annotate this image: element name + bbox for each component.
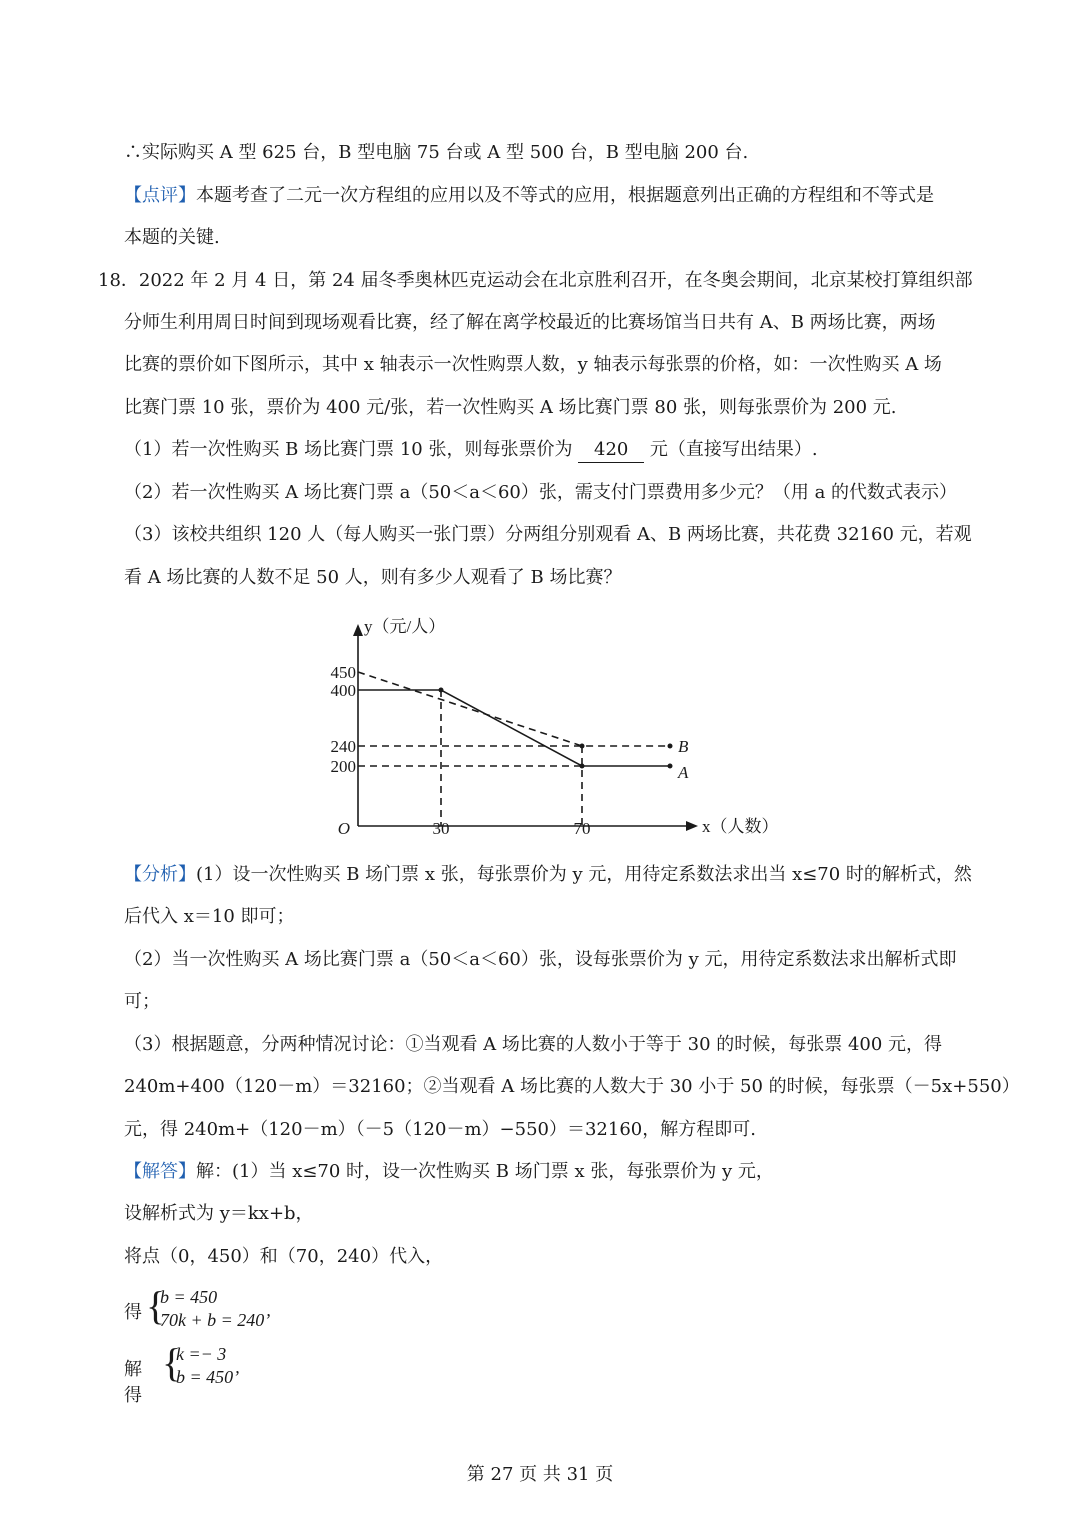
point-B bbox=[580, 744, 585, 749]
question-18-line bbox=[98, 269, 973, 293]
subquestion-2: （2）若一次性购买 A 场比赛门票 a（50＜a＜60）张，需支付门票费用多少元？（用 a 的代数式表示） bbox=[124, 482, 958, 503]
subquestion-3: （3）该校共组织 120 人（每人购买一张门票）分两组分别观看 A、B 两场比赛，共花费 32160 元，若观 bbox=[124, 524, 972, 545]
subquestion-3-cont: 看 A 场比赛的人数不足 50 人，则有多少人观看了 B 场比赛？ bbox=[124, 567, 622, 588]
x-tick-label: 30 bbox=[432, 819, 450, 838]
series-label-A: A bbox=[678, 763, 689, 782]
point-A bbox=[580, 764, 585, 769]
equation-row: 70k + b = 240’ bbox=[160, 1310, 271, 1330]
subquestion-text: 元（直接写出结果）. bbox=[644, 439, 818, 460]
series-A bbox=[358, 690, 670, 766]
y-tick-label: 450 bbox=[330, 663, 356, 682]
brace: { bbox=[162, 1340, 182, 1385]
answer-blank: 420 bbox=[578, 438, 644, 463]
origin-label: O bbox=[337, 819, 350, 838]
analysis-tag: 【分析】 bbox=[124, 864, 196, 885]
question-line: 分师生利用周日时间到现场观看比赛，经了解在离学校最近的比赛场馆当日共有 A、B 两场比赛，两场 bbox=[124, 312, 936, 333]
conclusion-line: ∴实际购买 A 型 625 台，B 型电脑 75 台或 A 型 500 台，B 型电脑 200 台. bbox=[124, 142, 749, 163]
point-B bbox=[668, 744, 673, 749]
point-A bbox=[439, 688, 444, 693]
series-B bbox=[358, 672, 670, 746]
x-axis-label: x（人数） bbox=[702, 817, 779, 836]
y-tick-label: 200 bbox=[330, 757, 356, 776]
analysis-line: 后代入 x＝10 即可； bbox=[124, 906, 295, 927]
analysis-line: 可； bbox=[124, 991, 160, 1012]
analysis-line bbox=[124, 863, 972, 887]
comment-tag: 【点评】 bbox=[124, 185, 196, 206]
brace: { bbox=[146, 1283, 166, 1328]
y-tick-label: 240 bbox=[330, 737, 356, 756]
y-axis-label: y（元/人） bbox=[364, 617, 446, 636]
answer-line bbox=[124, 1160, 774, 1184]
equation-label: 解得 bbox=[124, 1359, 142, 1406]
analysis-line: （3）根据题意，分两种情况讨论：①当观看 A 场比赛的人数小于等于 30 的时候，每张票 400 元，得 bbox=[124, 1034, 943, 1055]
answer-tag: 【解答】 bbox=[124, 1161, 196, 1182]
equation-row: b = 450 bbox=[160, 1287, 218, 1307]
subquestion-1 bbox=[124, 438, 818, 463]
answer-line: 设解析式为 y＝kx+b， bbox=[124, 1203, 314, 1224]
analysis-text: (1）设一次性购买 B 场门票 x 张，每张票价为 y 元，用待定系数法求出当 x≤70 时的解析式，然 bbox=[196, 864, 972, 885]
y-axis-arrow bbox=[353, 624, 363, 636]
comment-line-2: 本题的关键. bbox=[124, 227, 220, 248]
y-tick-label: 400 bbox=[330, 681, 356, 700]
point-A bbox=[668, 764, 673, 769]
question-text: 2022 年 2 月 4 日，第 24 届冬季奥林匹克运动会在北京胜利召开，在冬奥会期间，北京某校打算组织部 bbox=[138, 270, 973, 291]
comment-text: 本题考查了二元一次方程组的应用以及不等式的应用，根据题意列出正确的方程组和不等式是 bbox=[196, 185, 934, 206]
analysis-line: 元，得 240m+（120－m）（－5（120－m）−550）＝32160，解方程即可. bbox=[124, 1119, 756, 1140]
comment-line bbox=[124, 184, 934, 208]
analysis-line: 240m+400（120－m）＝32160；②当观看 A 场比赛的人数大于 30 小于 50 的时候，每张票（－5x+550） bbox=[124, 1076, 1020, 1097]
page-footer: 第 27 页 共 31 页 bbox=[466, 1464, 614, 1485]
x-tick-label: 70 bbox=[573, 819, 591, 838]
analysis-line: （2）当一次性购买 A 场比赛门票 a（50＜a＜60）张，设每张票价为 y 元，用待定系数法求出解析式即 bbox=[124, 949, 957, 970]
equation-row: k =− 3 bbox=[176, 1344, 227, 1364]
ticket-price-chart bbox=[300, 600, 820, 850]
answer-line: 将点（0，450）和（70，240）代入， bbox=[124, 1246, 444, 1267]
subquestion-text: （1）若一次性购买 B 场比赛门票 10 张，则每张票价为 bbox=[124, 439, 579, 460]
equation-row: b = 450’ bbox=[176, 1367, 240, 1387]
question-number: 18． bbox=[98, 270, 139, 291]
x-axis-arrow bbox=[686, 821, 698, 831]
question-line: 比赛的票价如下图所示，其中 x 轴表示一次性购票人数，y 轴表示每张票的价格，如：一次性购买 A 场 bbox=[124, 354, 942, 375]
answer-text: 解：(1）当 x≤70 时，设一次性购买 B 场门票 x 张，每张票价为 y 元， bbox=[196, 1161, 774, 1182]
equation-label: 得 bbox=[124, 1302, 142, 1323]
question-line: 比赛门票 10 张，票价为 400 元/张，若一次性购买 A 场比赛门票 80 张，则每张票价为 200 元. bbox=[124, 397, 897, 418]
series-label-B: B bbox=[678, 737, 689, 756]
